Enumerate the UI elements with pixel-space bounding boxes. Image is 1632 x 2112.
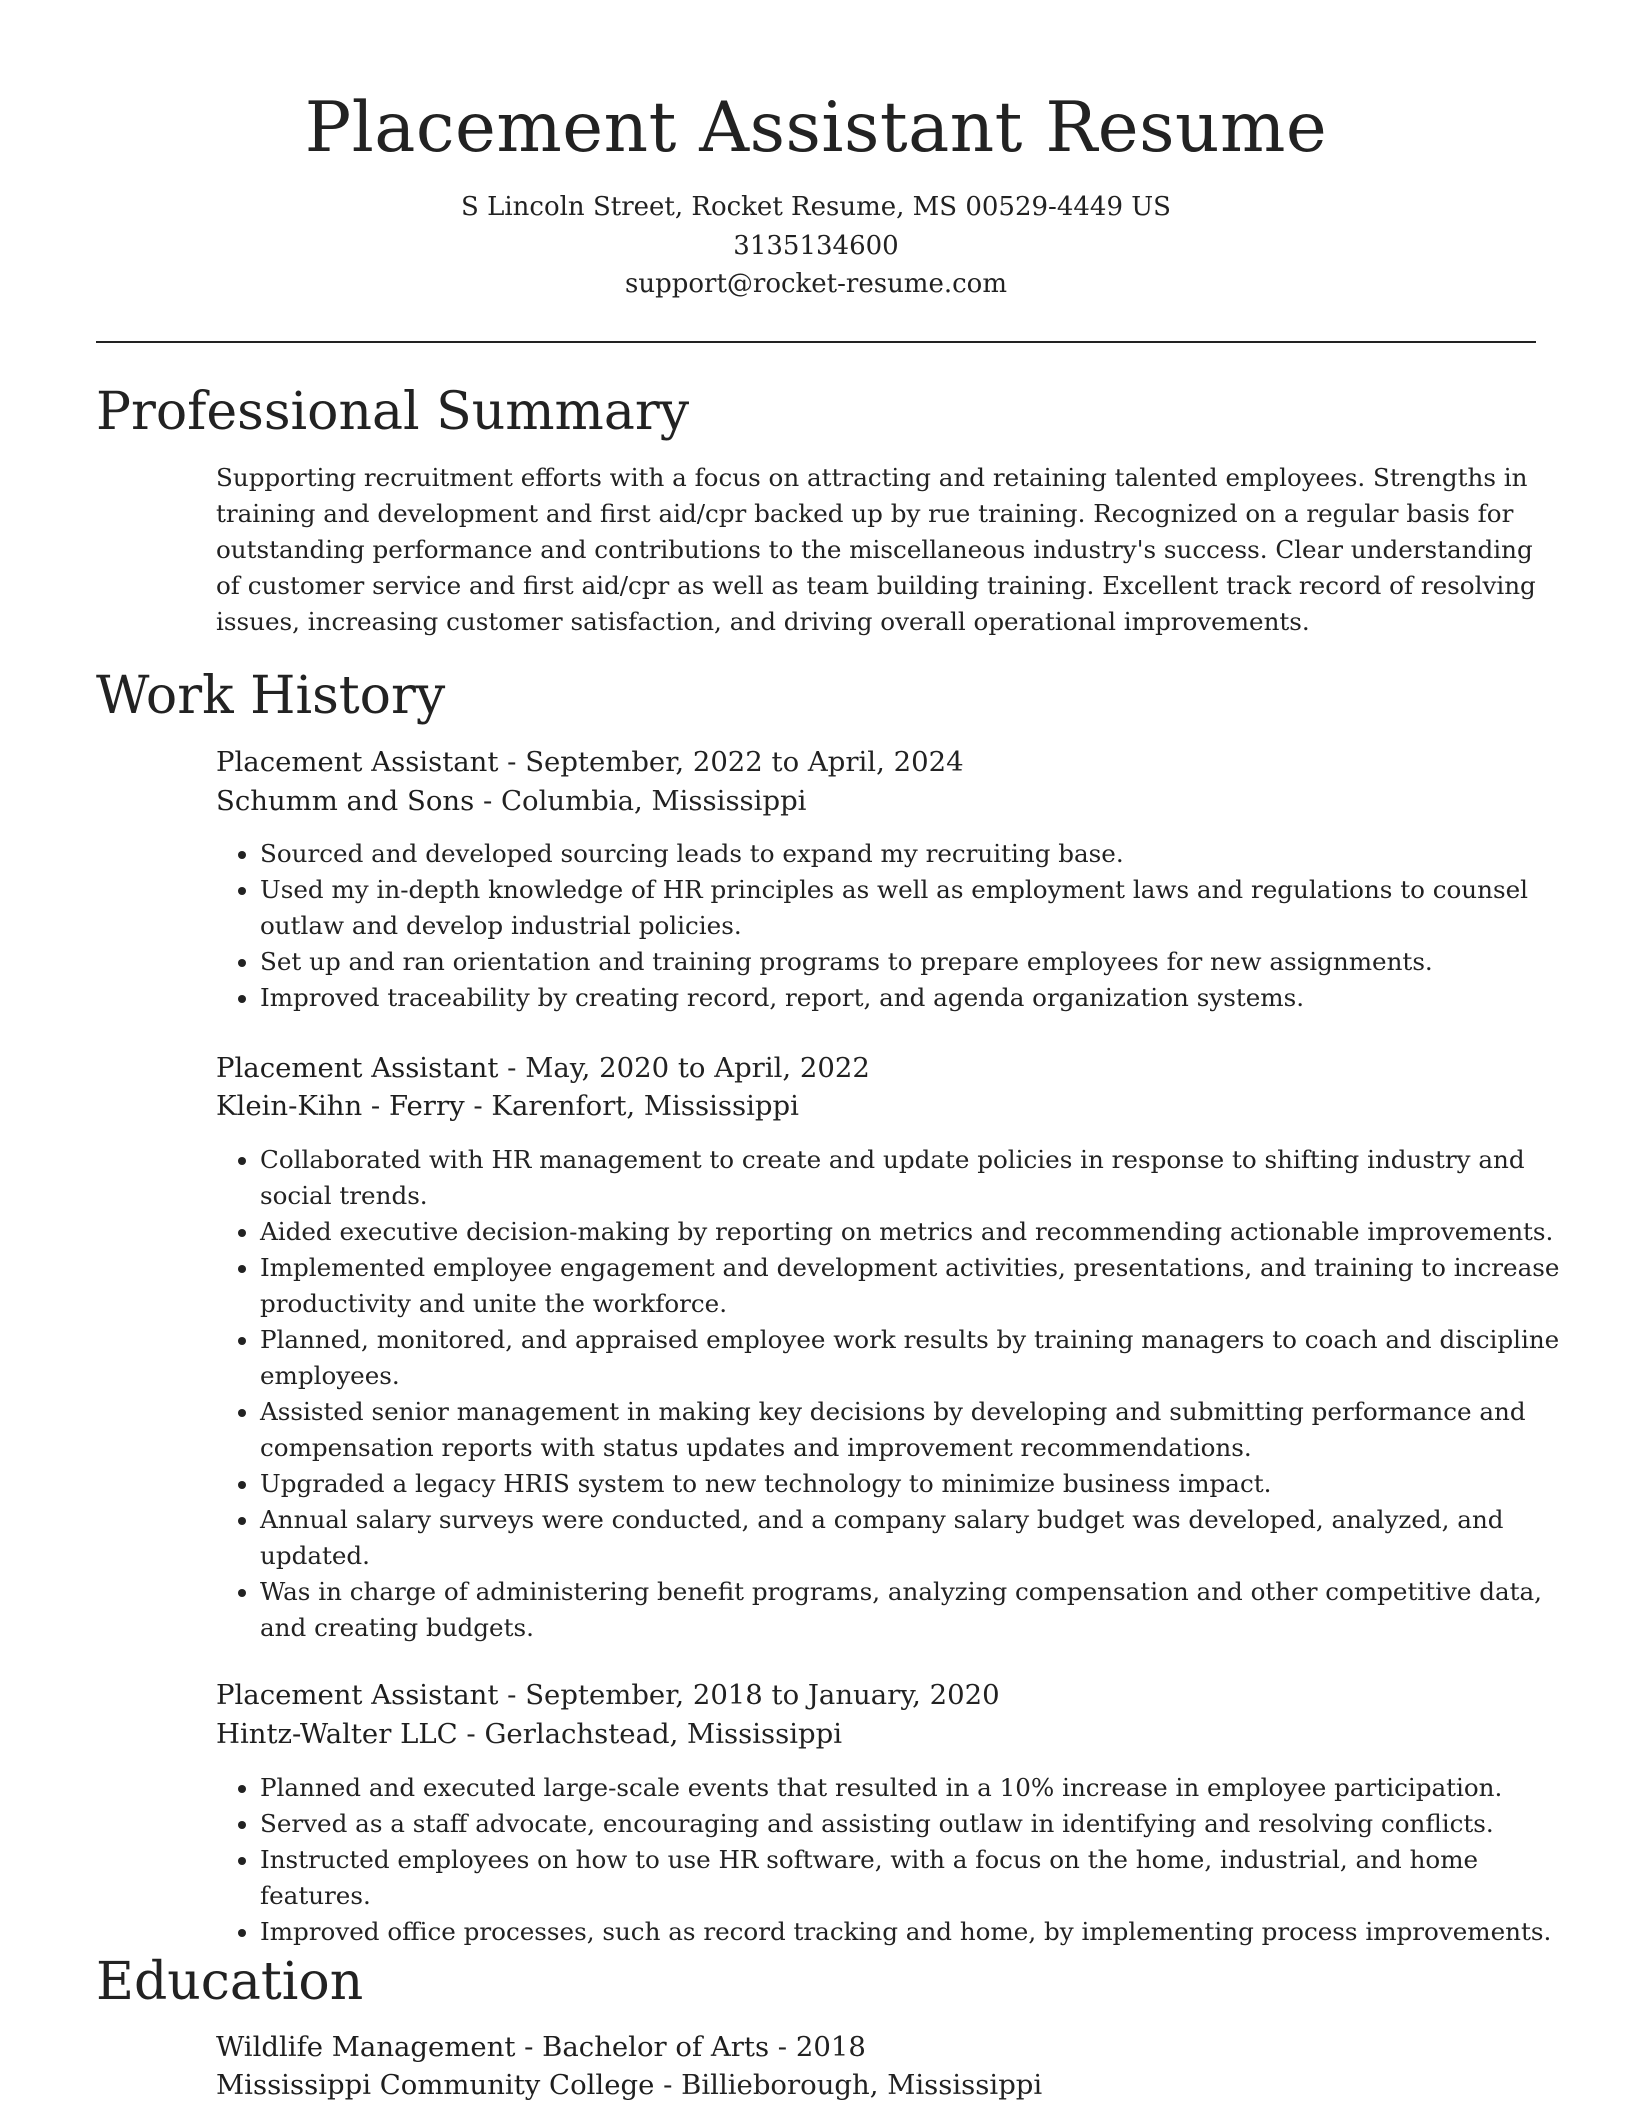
contact-email: support@rocket-resume.com [624,269,1007,299]
job-title: Placement Assistant [216,746,499,778]
job-bullet: • Upgraded a legacy HRIS system to new technology to minimize business impact. [260,1466,1580,1502]
summary-text: Supporting recruitment efforts with a focus on attracting and retaining talented employees. Strengths in training and development and first aid/cpr backed up by rue training. Recognized on a regular basis for outstanding performance and contributions to the miscellaneous industry's success. Clear understanding of customer service and first aid/cpr as well as team building training. Excellent track record of resolving issues, increasing customer satisfaction, and driving overall operational improvements. [216,463,1536,636]
job-bullet: • Collaborated with HR management to create and update policies in response to shifting industry and social trends. [260,1142,1580,1214]
job-bullet: • Was in charge of administering benefit programs, analyzing compensation and other competitive data, and creating budgets. [260,1574,1580,1646]
job-title: Placement Assistant [216,1679,499,1711]
education-degree-line [216,2027,1536,2067]
job-bullet: • Improved office processes, such as record tracking and home, by implementing process improvements. [260,1914,1580,1950]
education-year: - 2018 [769,2031,866,2063]
contact-phone: 3135134600 [733,231,899,261]
job-bullet: • Implemented employee engagement and development activities, presentations, and training to increase productivity and unite the workforce. [260,1250,1580,1322]
job-bullet: • Improved traceability by creating record, report, and agenda organization systems. [260,980,1580,1016]
job-location: - Columbia, Mississippi [474,785,807,817]
job-bullet: • Planned and executed large-scale events that resulted in a 10% increase in employee participation. [260,1770,1580,1806]
education-school: Mississippi Community College [216,2069,655,2101]
job-dates: - September, 2022 to April, 2024 [498,746,964,778]
job-company-line [216,781,1536,821]
job-bullets [216,1770,1580,1950]
job-bullet: • Served as a staff advocate, encouraging and assisting outlaw in identifying and resolving conflicts. [260,1806,1580,1842]
work-history-heading: Work History [96,666,446,726]
job-header [216,1048,1536,1088]
education-heading: Education [96,1952,364,2012]
job-dates: - September, 2018 to January, 2020 [498,1679,1000,1711]
job-title: Placement Assistant [216,1052,499,1084]
job-dates: - May, 2020 to April, 2022 [498,1052,870,1084]
job-location: - Gerlachstead, Mississippi [457,1718,843,1750]
job-bullet: • Annual salary surveys were conducted, and a company salary budget was developed, analyzed, and updated. [260,1502,1580,1574]
job-bullet: • Planned, monitored, and appraised employee work results by training managers to coach and discipline employees. [260,1322,1580,1394]
header-divider [96,341,1536,343]
job-header [216,742,1536,782]
job-company: Hintz-Walter LLC [216,1718,458,1750]
job-bullet: • Aided executive decision-making by reporting on metrics and recommending actionable improvements. [260,1214,1580,1250]
contact-address: S Lincoln Street, Rocket Resume, MS 00529-4449 US [461,192,1171,222]
job-company: Schumm and Sons [216,785,475,817]
job-company-line [216,1086,1536,1126]
job-bullet: • Assisted senior management in making key decisions by developing and submitting performance and compensation reports with status updates and improvement recommendations. [260,1394,1580,1466]
job-bullet: • Set up and ran orientation and training programs to prepare employees for new assignments. [260,944,1580,980]
job-bullet: • Instructed employees on how to use HR software, with a focus on the home, industrial, and home features. [260,1842,1580,1914]
education-school-line [216,2065,1536,2105]
job-bullets [216,836,1580,1016]
job-company-line [216,1714,1536,1754]
summary-heading: Professional Summary [96,382,690,442]
education-degree: Wildlife Management - Bachelor of Arts [216,2031,770,2063]
resume-title: Placement Assistant Resume [304,88,1328,168]
job-header [216,1675,1536,1715]
job-bullets [216,1142,1580,1646]
education-location: - Billieborough, Mississippi [654,2069,1043,2101]
job-company: Klein-Kihn - Ferry [216,1090,465,1122]
job-location: - Karenfort, Mississippi [464,1090,799,1122]
job-bullet: • Sourced and developed sourcing leads to expand my recruiting base. [260,836,1580,872]
job-bullet: • Used my in-depth knowledge of HR principles as well as employment laws and regulations to counsel outlaw and develop industrial policies. [260,872,1580,944]
